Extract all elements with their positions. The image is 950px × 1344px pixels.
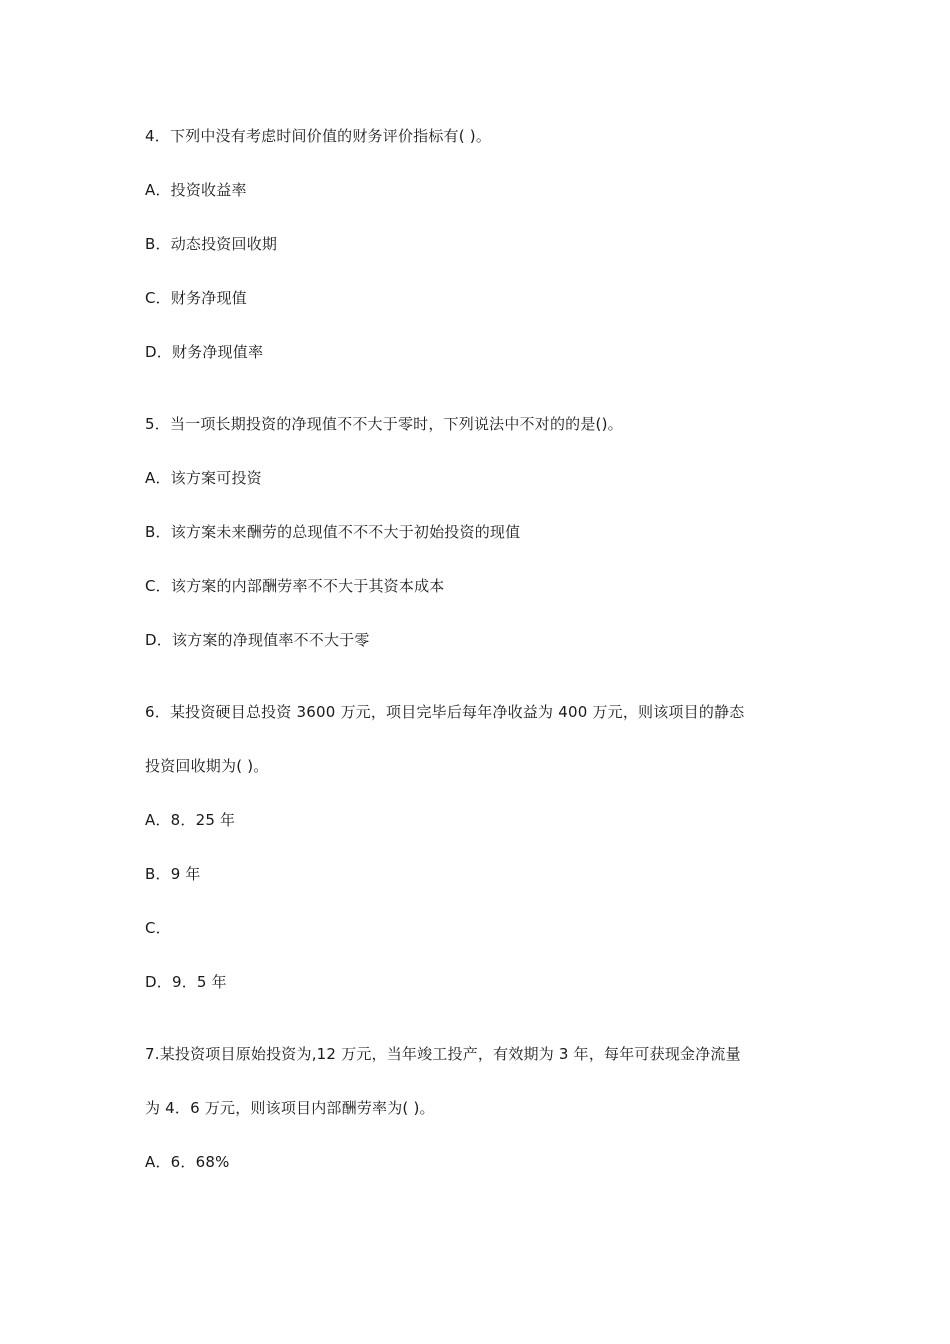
question-5-option-d: D．该方案的净现值率不不大于零 (145, 631, 370, 649)
question-4-option-d: D．财务净现值率 (145, 343, 264, 361)
question-6-option-a: A．8．25 年 (145, 811, 236, 829)
question-6-option-d: D．9．5 年 (145, 973, 227, 991)
question-5-stem: 5．当一项长期投资的净现值不不大于零时，下列说法中不对的的是()。 (145, 415, 623, 433)
question-5-option-a: A．该方案可投资 (145, 469, 262, 487)
question-5-option-c: C．该方案的内部酬劳率不不大于其资本成本 (145, 577, 445, 595)
question-4-option-a: A．投资收益率 (145, 181, 247, 199)
question-6-stem-line-2: 投资回收期为( )。 (145, 757, 269, 775)
question-6-option-c: C． (145, 919, 171, 937)
question-5-option-b: B．该方案未来酬劳的总现值不不不大于初始投资的现值 (145, 523, 521, 541)
question-4-option-c: C．财务净现值 (145, 289, 247, 307)
question-7-stem-line-1: 7.某投资项目原始投资为,12 万元，当年竣工投产，有效期为 3 年，每年可获现金净流量 (145, 1045, 741, 1063)
question-6-stem-line-1: 6．某投资硬目总投资 3600 万元，项目完毕后每年净收益为 400 万元，则该项目的静态 (145, 703, 745, 721)
question-7-option-a: A．6．68% (145, 1153, 230, 1171)
question-4-stem: 4．下列中没有考虑时间价值的财务评价指标有( )。 (145, 127, 492, 145)
question-6-option-b: B．9 年 (145, 865, 201, 883)
question-4-option-b: B．动态投资回收期 (145, 235, 278, 253)
question-7-stem-line-2: 为 4．6 万元，则该项目内部酬劳率为( )。 (145, 1099, 435, 1117)
